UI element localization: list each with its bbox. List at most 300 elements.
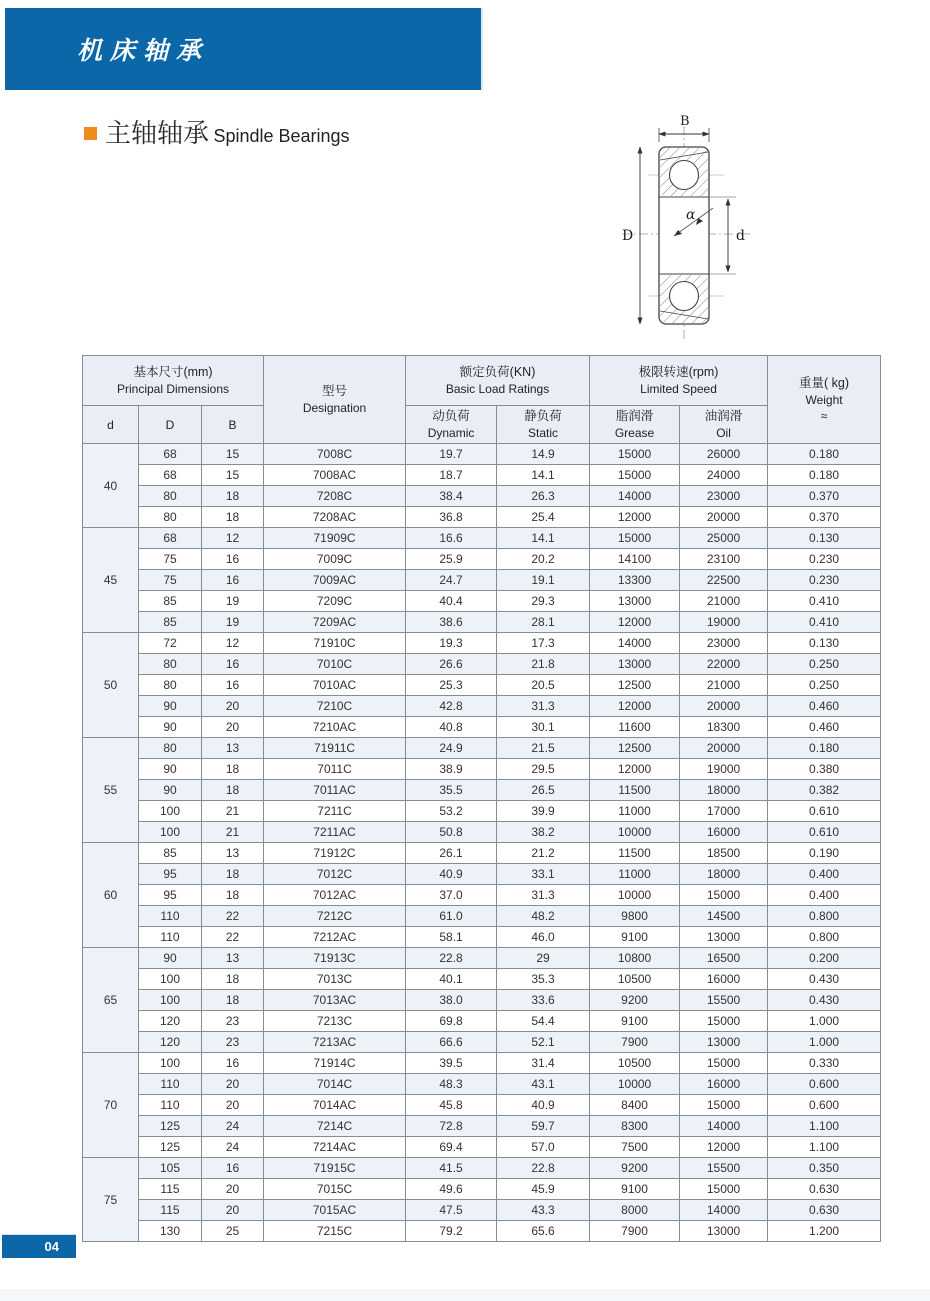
B-cell: 13	[202, 948, 264, 969]
header-dynamic-load: 动负荷 Dynamic	[406, 406, 497, 444]
table-row	[83, 1200, 881, 1221]
oil-speed-cell: 13000	[680, 1032, 768, 1053]
oil-speed-cell: 26000	[680, 444, 768, 465]
table-row	[83, 1116, 881, 1137]
weight-cell: 0.250	[768, 675, 881, 696]
B-cell: 18	[202, 486, 264, 507]
grease-speed-cell: 9200	[590, 990, 680, 1011]
designation-cell: 7209C	[264, 591, 406, 612]
b-dimension-label: B	[680, 114, 690, 129]
B-cell: 16	[202, 1158, 264, 1179]
oil-speed-cell: 14000	[680, 1200, 768, 1221]
table-row	[83, 696, 881, 717]
d-group-cell: 65	[83, 948, 139, 1053]
designation-cell: 7210AC	[264, 717, 406, 738]
weight-cell: 0.460	[768, 696, 881, 717]
B-cell: 12	[202, 528, 264, 549]
designation-cell: 71914C	[264, 1053, 406, 1074]
grease-speed-cell: 15000	[590, 444, 680, 465]
B-cell: 12	[202, 633, 264, 654]
oil-speed-cell: 15500	[680, 990, 768, 1011]
D-cell: 85	[139, 843, 202, 864]
static-load-cell: 14.1	[497, 528, 590, 549]
D-cell: 95	[139, 864, 202, 885]
dynamic-load-cell: 40.1	[406, 969, 497, 990]
static-load-cell: 26.5	[497, 780, 590, 801]
table-row	[83, 549, 881, 570]
static-load-cell: 57.0	[497, 1137, 590, 1158]
oil-speed-cell: 20000	[680, 738, 768, 759]
grease-speed-cell: 10500	[590, 969, 680, 990]
grease-speed-cell: 11000	[590, 864, 680, 885]
dynamic-load-cell: 45.8	[406, 1095, 497, 1116]
B-cell: 21	[202, 822, 264, 843]
D-cell: 115	[139, 1179, 202, 1200]
grease-speed-cell: 9100	[590, 1011, 680, 1032]
weight-cell: 0.600	[768, 1095, 881, 1116]
B-cell: 20	[202, 1074, 264, 1095]
D-cell: 100	[139, 990, 202, 1011]
designation-cell: 7008C	[264, 444, 406, 465]
static-load-cell: 38.2	[497, 822, 590, 843]
oil-speed-cell: 16500	[680, 948, 768, 969]
oil-speed-cell: 15000	[680, 1053, 768, 1074]
table-row	[83, 570, 881, 591]
static-load-cell: 14.1	[497, 465, 590, 486]
weight-cell: 0.460	[768, 717, 881, 738]
B-cell: 21	[202, 801, 264, 822]
static-load-cell: 35.3	[497, 969, 590, 990]
B-cell: 20	[202, 1179, 264, 1200]
B-cell: 18	[202, 969, 264, 990]
D-cell: 100	[139, 801, 202, 822]
d-group-cell: 45	[83, 528, 139, 633]
weight-cell: 1.000	[768, 1032, 881, 1053]
D-cell: 80	[139, 654, 202, 675]
weight-cell: 0.350	[768, 1158, 881, 1179]
designation-cell: 7009AC	[264, 570, 406, 591]
dynamic-load-cell: 40.4	[406, 591, 497, 612]
grease-speed-cell: 14100	[590, 549, 680, 570]
header-static-load: 静负荷 Static	[497, 406, 590, 444]
table-row	[83, 885, 881, 906]
static-load-cell: 20.5	[497, 675, 590, 696]
dynamic-load-cell: 38.9	[406, 759, 497, 780]
oil-speed-cell: 14500	[680, 906, 768, 927]
B-cell: 23	[202, 1011, 264, 1032]
designation-cell: 7212AC	[264, 927, 406, 948]
grease-speed-cell: 15000	[590, 528, 680, 549]
D-cell: 100	[139, 1053, 202, 1074]
weight-cell: 0.430	[768, 969, 881, 990]
weight-cell: 1.100	[768, 1137, 881, 1158]
weight-cell: 0.380	[768, 759, 881, 780]
dynamic-load-cell: 50.8	[406, 822, 497, 843]
designation-cell: 7013C	[264, 969, 406, 990]
weight-cell: 1.100	[768, 1116, 881, 1137]
weight-cell: 0.400	[768, 885, 881, 906]
designation-cell: 71915C	[264, 1158, 406, 1179]
grease-speed-cell: 9100	[590, 1179, 680, 1200]
dynamic-load-cell: 19.7	[406, 444, 497, 465]
dynamic-load-cell: 36.8	[406, 507, 497, 528]
static-load-cell: 21.5	[497, 738, 590, 759]
D-cell: 125	[139, 1116, 202, 1137]
contact-angle-label: α	[686, 207, 696, 223]
dynamic-load-cell: 61.0	[406, 906, 497, 927]
weight-cell: 0.370	[768, 486, 881, 507]
table-row	[83, 591, 881, 612]
weight-cell: 0.630	[768, 1200, 881, 1221]
table-row	[83, 717, 881, 738]
grease-speed-cell: 10000	[590, 822, 680, 843]
designation-cell: 71909C	[264, 528, 406, 549]
weight-cell: 0.382	[768, 780, 881, 801]
D-cell: 110	[139, 906, 202, 927]
oil-speed-cell: 15000	[680, 885, 768, 906]
designation-cell: 7014AC	[264, 1095, 406, 1116]
B-cell: 18	[202, 780, 264, 801]
oil-speed-cell: 14000	[680, 1116, 768, 1137]
designation-cell: 7010C	[264, 654, 406, 675]
grease-speed-cell: 14000	[590, 633, 680, 654]
table-row	[83, 1074, 881, 1095]
dynamic-load-cell: 49.6	[406, 1179, 497, 1200]
banner-title: 机床轴承	[77, 37, 210, 65]
weight-cell: 0.190	[768, 843, 881, 864]
D-cell: 75	[139, 570, 202, 591]
dynamic-load-cell: 40.9	[406, 864, 497, 885]
B-cell: 22	[202, 906, 264, 927]
oil-speed-cell: 25000	[680, 528, 768, 549]
static-load-cell: 48.2	[497, 906, 590, 927]
header-col-d: d	[83, 406, 139, 444]
designation-cell: 7209AC	[264, 612, 406, 633]
dynamic-load-cell: 35.5	[406, 780, 497, 801]
dynamic-load-cell: 37.0	[406, 885, 497, 906]
D-cell: 80	[139, 486, 202, 507]
D-cell: 68	[139, 465, 202, 486]
oil-speed-cell: 15000	[680, 1095, 768, 1116]
grease-speed-cell: 15000	[590, 465, 680, 486]
page-number-badge	[2, 1234, 76, 1258]
static-load-cell: 30.1	[497, 717, 590, 738]
B-cell: 18	[202, 507, 264, 528]
header-col-D: D	[139, 406, 202, 444]
header-basic-load-ratings: 额定负荷(KN) Basic Load Ratings	[406, 356, 590, 406]
table-row	[83, 528, 881, 549]
oil-speed-cell: 19000	[680, 759, 768, 780]
top-ball	[670, 161, 699, 190]
table-row	[83, 444, 881, 465]
dynamic-load-cell: 41.5	[406, 1158, 497, 1179]
designation-cell: 7014C	[264, 1074, 406, 1095]
page-banner	[5, 8, 483, 90]
designation-cell: 7009C	[264, 549, 406, 570]
orange-bullet-icon	[84, 127, 97, 140]
spec-table-body	[83, 444, 881, 1242]
dynamic-load-cell: 22.8	[406, 948, 497, 969]
header-oil-speed: 油润滑 Oil	[680, 406, 768, 444]
designation-cell: 71912C	[264, 843, 406, 864]
static-load-cell: 28.1	[497, 612, 590, 633]
static-load-cell: 46.0	[497, 927, 590, 948]
oil-speed-cell: 18000	[680, 864, 768, 885]
bearing-diagram	[616, 112, 806, 354]
static-load-cell: 21.8	[497, 654, 590, 675]
grease-speed-cell: 9200	[590, 1158, 680, 1179]
weight-cell: 0.330	[768, 1053, 881, 1074]
oil-speed-cell: 16000	[680, 822, 768, 843]
designation-cell: 7208C	[264, 486, 406, 507]
dynamic-load-cell: 48.3	[406, 1074, 497, 1095]
table-row	[83, 948, 881, 969]
grease-speed-cell: 8300	[590, 1116, 680, 1137]
B-cell: 20	[202, 717, 264, 738]
static-load-cell: 65.6	[497, 1221, 590, 1242]
D-cell: 68	[139, 444, 202, 465]
d-group-cell: 60	[83, 843, 139, 948]
B-cell: 16	[202, 1053, 264, 1074]
D-cell: 100	[139, 969, 202, 990]
dynamic-load-cell: 26.1	[406, 843, 497, 864]
dynamic-load-cell: 40.8	[406, 717, 497, 738]
static-load-cell: 33.1	[497, 864, 590, 885]
weight-cell: 0.200	[768, 948, 881, 969]
B-cell: 19	[202, 612, 264, 633]
table-row	[83, 465, 881, 486]
static-load-cell: 29	[497, 948, 590, 969]
dynamic-load-cell: 38.0	[406, 990, 497, 1011]
table-row	[83, 1137, 881, 1158]
D-cell: 80	[139, 507, 202, 528]
static-load-cell: 31.3	[497, 696, 590, 717]
grease-speed-cell: 11500	[590, 843, 680, 864]
oil-speed-cell: 19000	[680, 612, 768, 633]
D-cell: 80	[139, 675, 202, 696]
weight-cell: 0.370	[768, 507, 881, 528]
dynamic-load-cell: 19.3	[406, 633, 497, 654]
weight-cell: 0.180	[768, 465, 881, 486]
D-cell: 115	[139, 1200, 202, 1221]
static-load-cell: 14.9	[497, 444, 590, 465]
oil-speed-cell: 17000	[680, 801, 768, 822]
d-group-cell: 50	[83, 633, 139, 738]
D-cell: 130	[139, 1221, 202, 1242]
B-cell: 16	[202, 654, 264, 675]
oil-speed-cell: 15500	[680, 1158, 768, 1179]
B-cell: 22	[202, 927, 264, 948]
oil-speed-cell: 18300	[680, 717, 768, 738]
designation-cell: 71910C	[264, 633, 406, 654]
oil-speed-cell: 20000	[680, 507, 768, 528]
table-row	[83, 1053, 881, 1074]
D-cell: 75	[139, 549, 202, 570]
grease-speed-cell: 11500	[590, 780, 680, 801]
oil-speed-cell: 22000	[680, 654, 768, 675]
B-cell: 18	[202, 990, 264, 1011]
table-row	[83, 969, 881, 990]
static-load-cell: 31.4	[497, 1053, 590, 1074]
designation-cell: 7214C	[264, 1116, 406, 1137]
grease-speed-cell: 7900	[590, 1221, 680, 1242]
table-row	[83, 1095, 881, 1116]
header-designation: 型号 Designation	[264, 356, 406, 444]
oil-speed-cell: 18500	[680, 843, 768, 864]
D-cell: 95	[139, 885, 202, 906]
dynamic-load-cell: 38.6	[406, 612, 497, 633]
B-cell: 20	[202, 1200, 264, 1221]
section-title-en: Spindle Bearings	[213, 126, 350, 146]
designation-cell: 7214AC	[264, 1137, 406, 1158]
oil-speed-cell: 21000	[680, 675, 768, 696]
dynamic-load-cell: 24.7	[406, 570, 497, 591]
oil-speed-cell: 24000	[680, 465, 768, 486]
B-cell: 24	[202, 1116, 264, 1137]
oil-speed-cell: 22500	[680, 570, 768, 591]
D-cell: 120	[139, 1032, 202, 1053]
d-group-cell: 70	[83, 1053, 139, 1158]
table-row	[83, 1179, 881, 1200]
table-row	[83, 801, 881, 822]
dynamic-load-cell: 42.8	[406, 696, 497, 717]
B-cell: 13	[202, 738, 264, 759]
d-group-cell: 55	[83, 738, 139, 843]
dynamic-load-cell: 53.2	[406, 801, 497, 822]
B-cell: 19	[202, 591, 264, 612]
weight-cell: 0.410	[768, 612, 881, 633]
designation-cell: 7211C	[264, 801, 406, 822]
header-limited-speed: 极限转速(rpm) Limited Speed	[590, 356, 768, 406]
static-load-cell: 33.6	[497, 990, 590, 1011]
oil-speed-cell: 23000	[680, 486, 768, 507]
grease-speed-cell: 13000	[590, 654, 680, 675]
B-cell: 15	[202, 465, 264, 486]
D-cell: 85	[139, 612, 202, 633]
grease-speed-cell: 12000	[590, 759, 680, 780]
D-cell: 110	[139, 1074, 202, 1095]
section-heading	[84, 118, 350, 149]
grease-speed-cell: 9100	[590, 927, 680, 948]
designation-cell: 7011C	[264, 759, 406, 780]
designation-cell: 7211AC	[264, 822, 406, 843]
oil-speed-cell: 15000	[680, 1011, 768, 1032]
static-load-cell: 45.9	[497, 1179, 590, 1200]
grease-speed-cell: 10500	[590, 1053, 680, 1074]
dynamic-load-cell: 25.3	[406, 675, 497, 696]
static-load-cell: 43.3	[497, 1200, 590, 1221]
d-outer-dimension-label: D	[622, 228, 634, 244]
B-cell: 24	[202, 1137, 264, 1158]
table-row	[83, 780, 881, 801]
oil-speed-cell: 15000	[680, 1179, 768, 1200]
table-row	[83, 486, 881, 507]
grease-speed-cell: 14000	[590, 486, 680, 507]
weight-cell: 0.610	[768, 822, 881, 843]
designation-cell: 7212C	[264, 906, 406, 927]
grease-speed-cell: 9800	[590, 906, 680, 927]
oil-speed-cell: 13000	[680, 927, 768, 948]
weight-cell: 0.400	[768, 864, 881, 885]
dynamic-load-cell: 79.2	[406, 1221, 497, 1242]
header-weight: 重量( kg) Weight ≈	[768, 356, 881, 444]
D-cell: 85	[139, 591, 202, 612]
D-cell: 80	[139, 738, 202, 759]
weight-cell: 0.230	[768, 549, 881, 570]
D-cell: 90	[139, 948, 202, 969]
designation-cell: 7210C	[264, 696, 406, 717]
grease-speed-cell: 12000	[590, 507, 680, 528]
B-cell: 18	[202, 759, 264, 780]
header-grease-speed: 脂润滑 Grease	[590, 406, 680, 444]
table-row	[83, 654, 881, 675]
dynamic-load-cell: 16.6	[406, 528, 497, 549]
grease-speed-cell: 11000	[590, 801, 680, 822]
designation-cell: 7013AC	[264, 990, 406, 1011]
header-principal-dimensions: 基本尺寸(mm) Principal Dimensions	[83, 356, 264, 406]
table-row	[83, 843, 881, 864]
table-row	[83, 990, 881, 1011]
D-cell: 125	[139, 1137, 202, 1158]
static-load-cell: 22.8	[497, 1158, 590, 1179]
static-load-cell: 31.3	[497, 885, 590, 906]
B-cell: 13	[202, 843, 264, 864]
table-row	[83, 633, 881, 654]
static-load-cell: 29.3	[497, 591, 590, 612]
B-cell: 20	[202, 696, 264, 717]
oil-speed-cell: 12000	[680, 1137, 768, 1158]
table-row	[83, 927, 881, 948]
D-cell: 72	[139, 633, 202, 654]
oil-speed-cell: 20000	[680, 696, 768, 717]
table-row	[83, 612, 881, 633]
grease-speed-cell: 13300	[590, 570, 680, 591]
designation-cell: 7015C	[264, 1179, 406, 1200]
table-row	[83, 1158, 881, 1179]
oil-speed-cell: 16000	[680, 1074, 768, 1095]
grease-speed-cell: 8400	[590, 1095, 680, 1116]
oil-speed-cell: 18000	[680, 780, 768, 801]
d-bore-dimension-label: d	[736, 228, 745, 244]
page-number: 04	[44, 1239, 59, 1254]
designation-cell: 7008AC	[264, 465, 406, 486]
weight-cell: 0.130	[768, 633, 881, 654]
grease-speed-cell: 8000	[590, 1200, 680, 1221]
D-cell: 90	[139, 780, 202, 801]
dynamic-load-cell: 25.9	[406, 549, 497, 570]
weight-cell: 0.230	[768, 570, 881, 591]
table-row	[83, 1011, 881, 1032]
table-row	[83, 1221, 881, 1242]
table-row	[83, 1032, 881, 1053]
B-cell: 25	[202, 1221, 264, 1242]
D-cell: 105	[139, 1158, 202, 1179]
D-cell: 68	[139, 528, 202, 549]
grease-speed-cell: 10000	[590, 885, 680, 906]
grease-speed-cell: 10800	[590, 948, 680, 969]
oil-speed-cell: 21000	[680, 591, 768, 612]
static-load-cell: 26.3	[497, 486, 590, 507]
bearing-spec-table	[82, 355, 881, 1242]
dynamic-load-cell: 69.4	[406, 1137, 497, 1158]
dynamic-load-cell: 38.4	[406, 486, 497, 507]
designation-cell: 7010AC	[264, 675, 406, 696]
B-cell: 20	[202, 1095, 264, 1116]
table-row	[83, 675, 881, 696]
grease-speed-cell: 12000	[590, 612, 680, 633]
table-row	[83, 822, 881, 843]
bottom-page-strip	[0, 1289, 930, 1301]
